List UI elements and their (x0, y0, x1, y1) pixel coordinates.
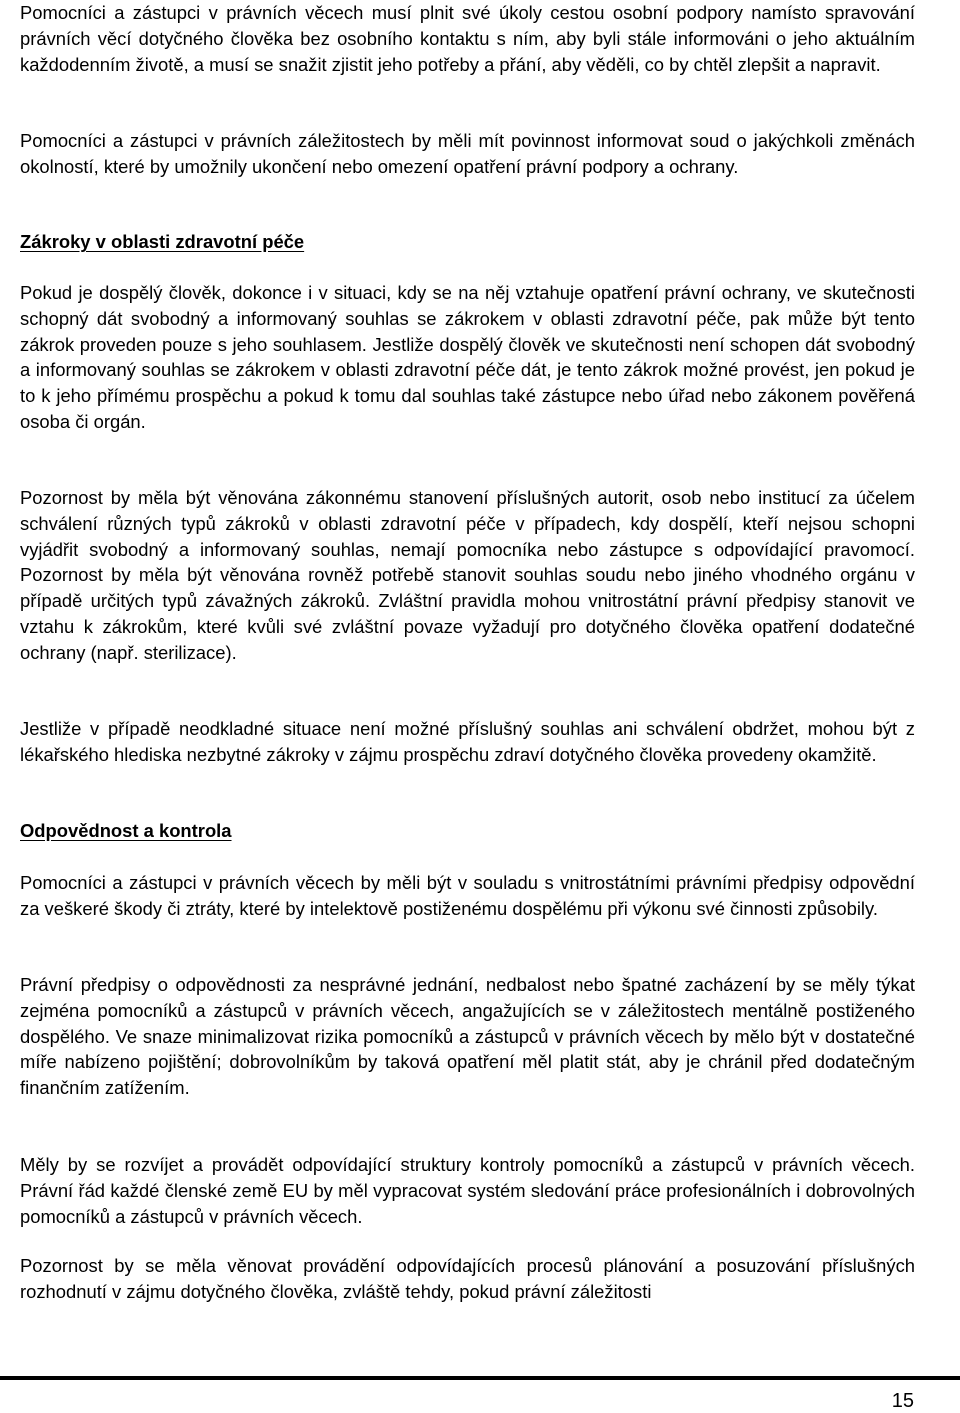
section-heading-health-care: Zákroky v oblasti zdravotní péče (20, 231, 305, 252)
paragraph-authorities: Pozornost by měla být věnována zákonnému stanovení příslušných autorit, osob nebo institucí za účelem schválení různých typů zákroků v oblasti zdravotní péče v případech, kdy dospělí, kteří nejsou schopni vyjádřit svobodný a informovaný souhlas, nemají pomocníka nebo zástupce s odpovídající pravomocí. Pozornost by měla být věnována rovněž potřebě stanovit souhlas soudu nebo jiného vhodného orgánu v případě určitých typů závažných zákroků. Zvláštní pravidla mohou vnitrostátní právní předpisy stanovit ve vztahu k zákrokům, které kvůli své zvláštní povaze vyžadují pro dotyčného člověka opatření dodatečné ochrany (např. sterilizace). (20, 487, 915, 663)
footer-divider (0, 1376, 960, 1380)
section-heading-responsibility: Odpovědnost a kontrola (20, 820, 232, 841)
paragraph-emergency: Jestliže v případě neodkladné situace není možné příslušný souhlas ani schválení obdržet, mohou být z lékařského hlediska nezbytné zákroky v zájmu prospěchu zdraví dotyčného člověka provedeny okamžitě. (20, 718, 915, 765)
paragraph-planning: Pozornost by se měla věnovat provádění odpovídajících procesů plánování a posuzování příslušných rozhodnutí v zájmu dotyčného člověka, zvláště tehdy, pokud právní záležitosti (20, 1255, 915, 1302)
paragraph-personal-support: Pomocníci a zástupci v právních věcech musí plnit své úkoly cestou osobní podpory namísto spravování právních věcí dotyčného člověka bez osobního kontaktu s ním, aby byli stále informováni o jeho aktuálním každodenním životě, a musí se snažit zjistit jeho potřeby a přání, aby věděli, co by chtěl zlepšit a napravit. (20, 2, 915, 75)
page-number: 15 (891, 1390, 914, 1412)
paragraph-duty-to-inform-court: Pomocníci a zástupci v právních záležitostech by měli mít povinnost informovat soud o jakýchkoli změnách okolností, které by umožnily ukončení nebo omezení opatření právní podpory a ochrany. (20, 130, 915, 177)
paragraph-control-structures: Měly by se rozvíjet a provádět odpovídající struktury kontroly pomocníků a zástupců v právních věcech. Právní řád každé členské země EU by měl vypracovat systém sledování práce profesionálních i dobrovolných pomocníků a zástupců v právních věcech. (20, 1154, 915, 1227)
paragraph-liability: Pomocníci a zástupci v právních věcech by měli být v souladu s vnitrostátními právními předpisy odpovědní za veškeré škody či ztráty, které by intelektově postiženému dospělému při výkonu své činnosti způsobily. (20, 872, 915, 919)
paragraph-consent: Pokud je dospělý člověk, dokonce i v situaci, kdy se na něj vztahuje opatření právní ochrany, ve skutečnosti schopný dát svobodný a informovaný souhlas se zákrokem v oblasti zdravotní péče, pak může být tento zákrok proveden pouze s jeho souhlasem. Jestliže dospělý člověk ve skutečnosti není schopen dát svobodný a informovaný souhlas se zákrokem v oblasti zdravotní péče dát, je tento zákrok možné provést, jen pokud je to k jeho přímému prospěchu a pokud k tomu dal souhlas také zástupce nebo úřad nebo zákonem pověřená osoba či orgán. (20, 282, 915, 432)
paragraph-insurance: Právní předpisy o odpovědnosti za nesprávné jednání, nedbalost nebo špatné zacházení by se měly týkat zejména pomocníků a zástupců v právních věcech, angažujících se v záležitostech mentálně postiženého dospělého. Ve snaze minimalizovat rizika pomocníků a zástupců v právních věcech by mělo být v dostatečné míře nabízeno pojištění; dobrovolníkům by taková opatření měl platit stát, aby je chránil před dodatečným finančním zatížením. (20, 974, 915, 1099)
